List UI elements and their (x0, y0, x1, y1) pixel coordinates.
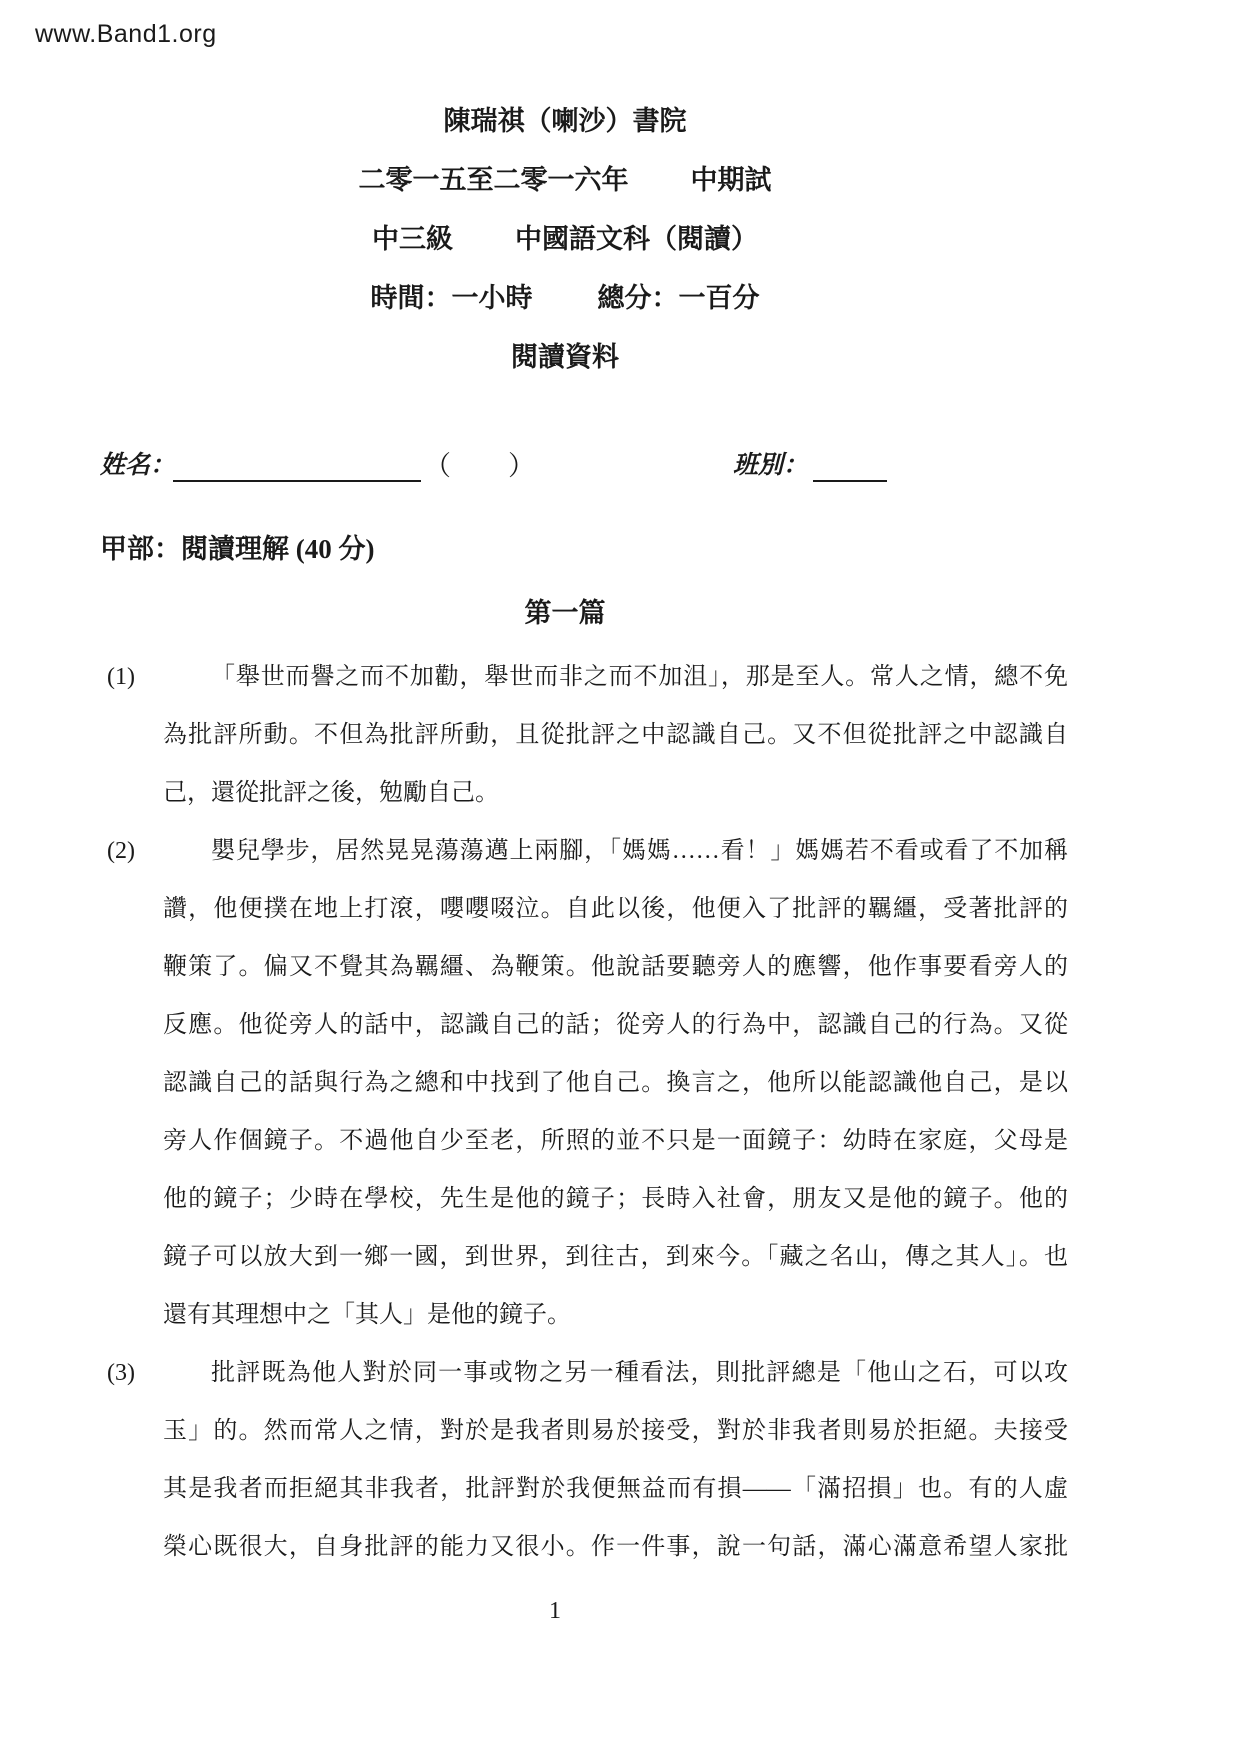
time-marks-line (0, 269, 1130, 328)
paragraph-line: 他的鏡子；少時在學校，先生是他的鏡子；長時入社會，朋友又是他的鏡子。他的 (163, 1186, 1068, 1212)
passage-title: 第一篇 (524, 598, 606, 628)
time-allowed: 時間：一小時 (370, 283, 533, 313)
paragraph-line: 其是我者而拒絕其非我者，批評對於我便無益而有損——「滿招損」也。有的人虛 (163, 1476, 1068, 1502)
paragraph-lines (163, 648, 1068, 822)
paragraph-line: 旁人作個鏡子。不過他自少至老，所照的並不只是一面鏡子：幼時在家庭，父母是 (163, 1128, 1068, 1154)
section-a-heading: 甲部：閱讀理解 (40 分) (100, 534, 375, 564)
class-label: 班別： (733, 452, 809, 479)
document-title: 閱讀資料 (511, 342, 619, 372)
paragraph-line: 批評既為他人對於同一事或物之另一種看法，則批評總是「他山之石，可以攻 (211, 1360, 1068, 1386)
grade-level: 中三級 (372, 224, 453, 254)
subject-name: 中國語文科（閱讀） (515, 224, 758, 254)
paragraph-lines (163, 1344, 1068, 1576)
name-label: 姓名： (100, 452, 176, 479)
year-exam-line (0, 151, 1130, 210)
paragraph-line: 反應。他從旁人的話中，認識自己的話；從旁人的行為中，認識自己的行為。又從 (163, 1012, 1068, 1038)
paragraph-line: 為批評所動。不但為批評所動，且從批評之中認識自己。又不但從批評之中認識自 (163, 722, 1068, 748)
paragraph-number: (2) (107, 838, 135, 864)
paragraph-number: (3) (107, 1360, 135, 1386)
total-marks: 總分：一百分 (597, 283, 760, 313)
passage-body (0, 648, 1240, 1576)
student-info-line (0, 448, 1240, 490)
school-year: 二零一五至二零一六年 (358, 165, 629, 195)
name-fill-blank (173, 452, 421, 482)
paragraph-line: 榮心既很大，自身批評的能力又很小。作一件事，說一句話，滿心滿意希望人家批 (163, 1534, 1068, 1560)
class-number-paren-open: （ (424, 451, 451, 481)
paragraph-line: 嬰兒學步，居然晃晃蕩蕩邁上兩腳，「媽媽……看！」媽媽若不看或看了不加稱 (211, 838, 1068, 864)
site-watermark: www.Band1.org (35, 20, 217, 48)
paragraph-line: 鞭策了。偏又不覺其為羈繮、為鞭策。他說話要聽旁人的應響，他作事要看旁人的 (163, 954, 1068, 980)
passage-paragraph (0, 648, 1240, 822)
passage-paragraph (0, 1344, 1240, 1576)
paragraph-line: 讚，他便撲在地上打滾，嚶嚶啜泣。自此以後，他便入了批評的羈繮，受著批評的 (163, 896, 1068, 922)
paragraph-line: 鏡子可以放大到一鄉一國，到世界，到往古，到來今。「藏之名山，傳之其人」。也 (163, 1244, 1068, 1270)
passage-paragraph (0, 822, 1240, 1344)
paragraph-line: 玉」的。然而常人之情，對於是我者則易於接受，對於非我者則易於拒絕。夫接受 (163, 1418, 1068, 1444)
class-fill-blank (813, 452, 887, 482)
paragraph-line: 認識自己的話與行為之總和中找到了他自己。換言之，他所以能認識他自己，是以 (163, 1070, 1068, 1096)
paragraph-number: (1) (107, 664, 135, 690)
exam-header (0, 92, 1130, 387)
class-number-paren-close: ） (508, 451, 535, 481)
paragraph-line: 己，還從批評之後，勉勵自己。 (163, 780, 499, 806)
grade-subject-line (0, 210, 1130, 269)
paragraph-lines (163, 822, 1068, 1344)
paragraph-line: 還有其理想中之「其人」是他的鏡子。 (163, 1302, 571, 1328)
exam-name: 中期試 (690, 165, 772, 195)
page-number: 1 (549, 1598, 561, 1624)
school-name: 陳瑞祺（喇沙）書院 (443, 106, 687, 136)
paragraph-line: 「舉世而譽之而不加勸，舉世而非之而不加沮」，那是至人。常人之情，總不免 (211, 664, 1068, 690)
